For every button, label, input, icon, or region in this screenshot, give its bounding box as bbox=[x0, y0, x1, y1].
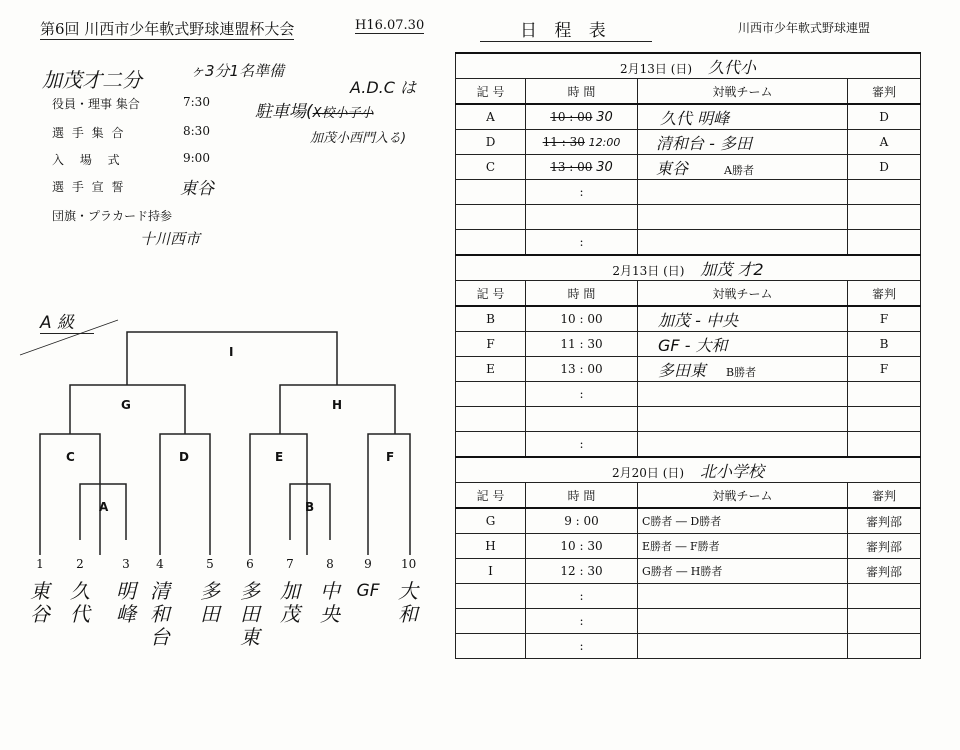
row-time: : bbox=[526, 432, 638, 458]
row-match bbox=[638, 155, 848, 180]
parking-note-line2: 加茂小西門入る) bbox=[310, 131, 407, 146]
parking-label: 駐車場( bbox=[255, 102, 313, 122]
note-label-oath: 選 手 宣 誓 bbox=[52, 180, 126, 194]
note-value-oath: 東谷 bbox=[180, 179, 214, 199]
row-umpire: 審判部 bbox=[848, 559, 921, 584]
table-row bbox=[456, 180, 921, 205]
note-label-officials: 役員・理事 集合 bbox=[52, 97, 140, 111]
row-code: H bbox=[456, 534, 526, 559]
team-name: GF bbox=[356, 581, 380, 601]
parking-note bbox=[255, 97, 374, 122]
bracket-title: A 級 bbox=[40, 308, 94, 334]
row-code: B bbox=[456, 306, 526, 332]
table-row bbox=[456, 155, 921, 180]
table-row bbox=[456, 559, 921, 584]
row-time bbox=[526, 407, 638, 432]
team-number: 4 bbox=[156, 557, 164, 571]
row-umpire: F bbox=[848, 357, 921, 382]
row-time: : bbox=[526, 230, 638, 256]
row-time: : bbox=[526, 180, 638, 205]
day-date: 2月20日 (日) bbox=[612, 465, 685, 480]
note-flag-hand: 十川西市 bbox=[140, 230, 201, 248]
team-number: 9 bbox=[364, 557, 372, 571]
team-name: 多田 bbox=[200, 579, 220, 626]
row-code: G bbox=[456, 508, 526, 534]
table-row bbox=[456, 230, 921, 256]
day-venue: 加茂 才2 bbox=[700, 259, 764, 279]
row-time bbox=[526, 155, 638, 180]
row-time bbox=[526, 130, 638, 155]
table-row bbox=[456, 634, 921, 659]
row-time: 10 : 30 bbox=[526, 534, 638, 559]
team-number: 5 bbox=[206, 557, 214, 571]
col-umpire: 審判 bbox=[848, 483, 921, 509]
table-row bbox=[456, 534, 921, 559]
row-time: 10 : 00 bbox=[526, 306, 638, 332]
team-name: 大和 bbox=[398, 579, 418, 626]
row-time: : bbox=[526, 382, 638, 407]
match-team: 多田東 bbox=[658, 360, 707, 380]
row-time: 11 : 30 bbox=[526, 332, 638, 357]
time-text: 11 : 30 bbox=[542, 135, 585, 149]
col-umpire: 審判 bbox=[848, 79, 921, 105]
row-code: I bbox=[456, 559, 526, 584]
col-code: 記 号 bbox=[456, 79, 526, 105]
parking-struck: X校小子小 bbox=[312, 106, 374, 121]
schedule-title: 日 程 表 bbox=[480, 16, 652, 42]
table-row bbox=[456, 432, 921, 458]
col-match: 対戦チーム bbox=[638, 281, 848, 307]
match-print: B勝者 bbox=[726, 365, 757, 379]
row-time: : bbox=[526, 609, 638, 634]
row-match bbox=[638, 357, 848, 382]
bracket-node-f: F bbox=[386, 450, 395, 464]
day-header bbox=[456, 457, 921, 483]
time-correction: 30 bbox=[596, 109, 613, 125]
table-row bbox=[456, 306, 921, 332]
day-date: 2月13日 (日) bbox=[612, 263, 685, 278]
table-row bbox=[456, 584, 921, 609]
table-row bbox=[456, 382, 921, 407]
time-correction: 30 bbox=[596, 159, 613, 175]
bracket-node-g: G bbox=[121, 398, 131, 412]
bracket-node-b: B bbox=[305, 500, 315, 514]
note-flag: 団旗・プラカード持参 bbox=[52, 209, 173, 223]
table-row bbox=[456, 130, 921, 155]
row-code: C bbox=[456, 155, 526, 180]
col-time: 時 間 bbox=[526, 79, 638, 105]
day-venue: 久代小 bbox=[707, 57, 756, 77]
row-time: 13 : 00 bbox=[526, 357, 638, 382]
row-code: F bbox=[456, 332, 526, 357]
col-code: 記 号 bbox=[456, 281, 526, 307]
venue-handwritten: 加茂才二分 bbox=[42, 68, 142, 92]
row-umpire: D bbox=[848, 104, 921, 130]
team-number: 8 bbox=[326, 557, 334, 571]
row-umpire: 審判部 bbox=[848, 534, 921, 559]
table-row bbox=[456, 609, 921, 634]
team-number: 3 bbox=[122, 557, 130, 571]
team-name: 中央 bbox=[320, 579, 340, 626]
col-match: 対戦チーム bbox=[638, 79, 848, 105]
team-name: 明峰 bbox=[116, 579, 136, 626]
col-time: 時 間 bbox=[526, 281, 638, 307]
note-label-ceremony: 入 場 式 bbox=[52, 153, 126, 167]
table-row bbox=[456, 407, 921, 432]
team-name: 多田東 bbox=[240, 579, 260, 649]
row-umpire: A bbox=[848, 130, 921, 155]
row-match: GF - 大和 bbox=[638, 332, 848, 357]
abc-note: A.D.C は bbox=[350, 78, 416, 97]
bracket-node-h: H bbox=[332, 398, 343, 412]
team-name: 加茂 bbox=[280, 579, 300, 626]
col-umpire: 審判 bbox=[848, 281, 921, 307]
col-time: 時 間 bbox=[526, 483, 638, 509]
team-number: 7 bbox=[286, 557, 294, 571]
row-code: E bbox=[456, 357, 526, 382]
note-value-players: 8:30 bbox=[183, 124, 210, 138]
column-header-row bbox=[456, 281, 921, 307]
table-row bbox=[456, 332, 921, 357]
bracket-node-c: C bbox=[66, 450, 75, 464]
time-text: 10 : 00 bbox=[550, 109, 593, 124]
row-match: C勝者 ― D勝者 bbox=[638, 508, 848, 534]
bracket-node-i: I bbox=[229, 345, 234, 359]
row-time: : bbox=[526, 584, 638, 609]
row-match: 清和台 - 多田 bbox=[638, 130, 848, 155]
row-umpire: B bbox=[848, 332, 921, 357]
note-value-officials: 7:30 bbox=[183, 95, 210, 109]
team-number: 1 bbox=[36, 557, 44, 571]
day-date: 2月13日 (日) bbox=[620, 61, 693, 76]
day-header bbox=[456, 255, 921, 281]
note-label-players: 選 手 集 合 bbox=[52, 126, 126, 140]
table-row bbox=[456, 205, 921, 230]
day-venue: 北小学校 bbox=[699, 461, 764, 481]
time-correction: 12:00 bbox=[588, 136, 621, 149]
row-time: : bbox=[526, 634, 638, 659]
row-code: A bbox=[456, 104, 526, 130]
bracket-node-a: A bbox=[99, 500, 109, 514]
row-match: 久代 明峰 bbox=[638, 104, 848, 130]
column-header-row bbox=[456, 79, 921, 105]
row-match: G勝者 ― H勝者 bbox=[638, 559, 848, 584]
team-number: 2 bbox=[76, 557, 84, 571]
team-name: 久代 bbox=[70, 579, 90, 626]
row-time: 9 : 00 bbox=[526, 508, 638, 534]
team-name: 清和台 bbox=[150, 579, 170, 649]
row-umpire: F bbox=[848, 306, 921, 332]
row-umpire: D bbox=[848, 155, 921, 180]
bracket-node-d: D bbox=[179, 450, 189, 464]
col-match: 対戦チーム bbox=[638, 483, 848, 509]
time-text: 13 : 00 bbox=[550, 159, 593, 174]
row-umpire: 審判部 bbox=[848, 508, 921, 534]
team-number: 6 bbox=[246, 557, 254, 571]
row-time: 12 : 30 bbox=[526, 559, 638, 584]
team-name: 東谷 bbox=[30, 579, 50, 626]
match-print: A勝者 bbox=[724, 163, 754, 177]
team-number: 10 bbox=[401, 557, 417, 571]
row-match: 加茂 - 中央 bbox=[638, 306, 848, 332]
table-row bbox=[456, 104, 921, 130]
organization-name: 川西市少年軟式野球連盟 bbox=[738, 21, 871, 35]
prep-note: ヶ3分1名準備 bbox=[190, 62, 285, 80]
column-header-row bbox=[456, 483, 921, 509]
bracket-node-e: E bbox=[275, 450, 284, 464]
day-header bbox=[456, 53, 921, 79]
header-date: H16.07.30 bbox=[355, 18, 425, 33]
table-row bbox=[456, 508, 921, 534]
row-match: E勝者 ― F勝者 bbox=[638, 534, 848, 559]
row-time bbox=[526, 104, 638, 130]
col-code: 記 号 bbox=[456, 483, 526, 509]
schedule-table bbox=[455, 52, 921, 659]
match-team: 東谷 bbox=[656, 158, 689, 178]
row-code: D bbox=[456, 130, 526, 155]
table-row bbox=[456, 357, 921, 382]
note-value-ceremony: 9:00 bbox=[183, 151, 210, 165]
tournament-title: 第6回 川西市少年軟式野球連盟杯大会 bbox=[40, 20, 295, 38]
row-time bbox=[526, 205, 638, 230]
